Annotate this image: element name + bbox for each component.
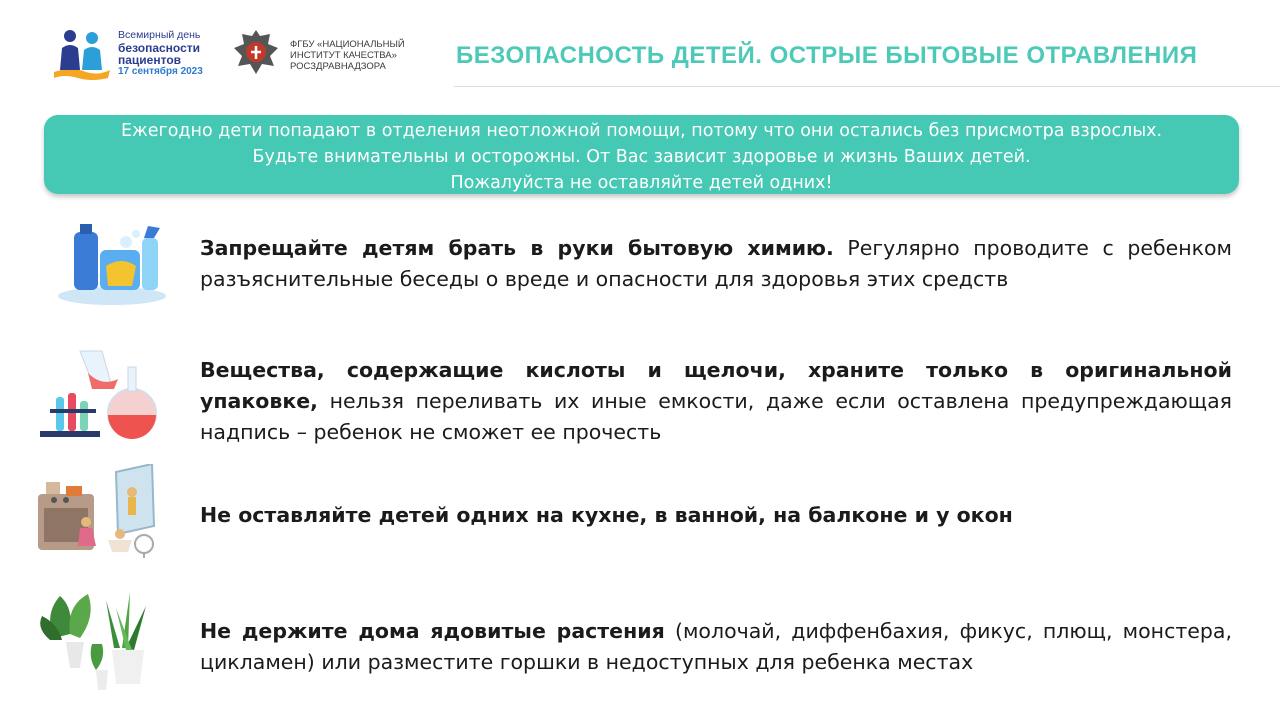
advice-rest-4: (молочай, диффенбахия, фикус, плющ, монстера, цикламен) или разместите горшки в недоступных для ребенка местах xyxy=(200,619,1232,674)
advice-text-4 xyxy=(200,616,1232,678)
banner-line2: Будьте внимательны и осторожны. От Вас зависит здоровье и жизнь Ваших детей. xyxy=(252,147,1031,167)
advice-bold-4: Не держите дома ядовитые растения xyxy=(200,619,665,643)
title-divider xyxy=(454,86,1280,87)
advice-bold-3: Не оставляйте детей одних на кухне, в ванной, на балконе и у окон xyxy=(200,503,1013,527)
advice-rest-2: нельзя переливать их иные емкости, даже если оставлена предупреждающая надпись – ребенок не сможет ее прочесть xyxy=(200,389,1232,444)
advice-bold-2: Вещества, содержащие кислоты и щелочи, храните только в оригинальной упаковке, xyxy=(200,358,1232,413)
banner-line3: Пожалуйста не оставляйте детей одних! xyxy=(450,173,833,193)
people-icon xyxy=(52,26,114,82)
logo1-line3: пациентов xyxy=(118,52,182,67)
logo2-text xyxy=(290,39,405,72)
advice-text-3 xyxy=(200,500,1232,531)
banner-line1: Ежегодно дети попадают в отделения неотложной помощи, потому что они остались без присмотра взрослых. xyxy=(120,121,1163,141)
national-institute-logo xyxy=(230,26,420,82)
warning-banner xyxy=(44,115,1239,194)
children-in-kitchen-icon xyxy=(36,464,166,564)
emblem-icon xyxy=(230,26,282,82)
patient-safety-day-logo xyxy=(52,26,212,82)
advice-rest-1: Регулярно проводите с ребенком разъяснительные беседы о вреде и опасности для здоровья этих средств xyxy=(200,236,1232,291)
house-plants-icon xyxy=(36,586,176,702)
logo2-line2: ИНСТИТУТ КАЧЕСТВА» xyxy=(290,50,397,61)
advice-text-2 xyxy=(200,355,1232,448)
advice-bold-1: Запрещайте детям брать в руки бытовую химию. xyxy=(200,236,834,260)
advice-text-1 xyxy=(200,233,1232,295)
logo1-line1: Всемирный день xyxy=(118,29,201,41)
logo1-line2: безопасности xyxy=(118,40,201,55)
logo1-text xyxy=(118,30,203,77)
cleaning-supplies-icon xyxy=(36,220,176,312)
chemistry-flasks-icon xyxy=(36,347,166,447)
logo2-line3: РОСЗДРАВНАДЗОРА xyxy=(290,61,386,72)
logo1-date: 17 сентября 2023 xyxy=(118,65,203,77)
logo2-line1: ФГБУ «НАЦИОНАЛЬНЫЙ xyxy=(290,39,405,50)
header xyxy=(0,0,1280,90)
page-title: БЕЗОПАСНОСТЬ ДЕТЕЙ. ОСТРЫЕ БЫТОВЫЕ ОТРАВЛЕНИЯ xyxy=(456,42,1198,69)
